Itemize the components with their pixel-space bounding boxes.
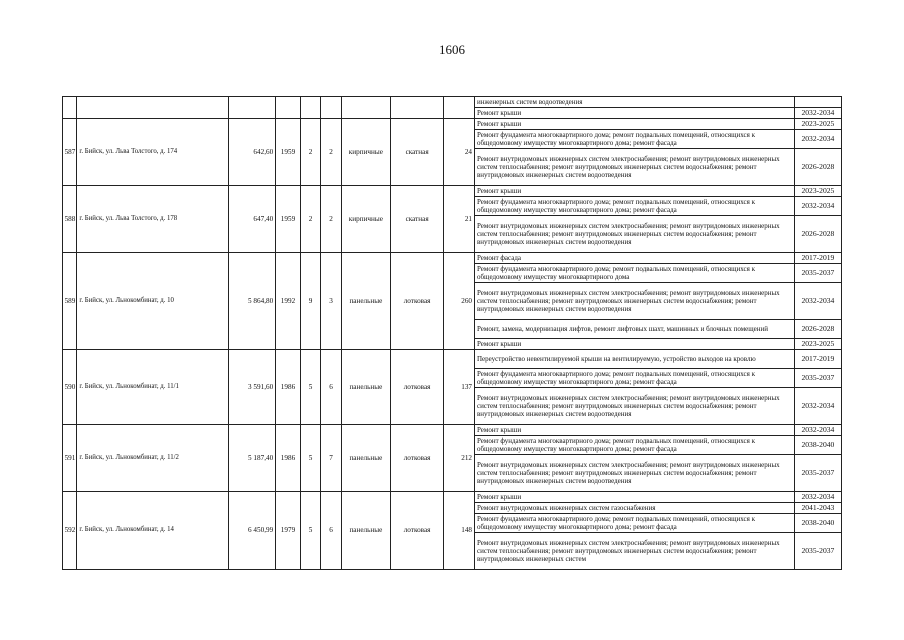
period-cell: 2032-2034	[794, 492, 841, 503]
continuation-empty-cell	[300, 97, 321, 119]
floors-count: 9	[300, 253, 321, 350]
table-row	[63, 253, 842, 264]
year-built: 1986	[276, 350, 301, 425]
period-cell: 2017-2019	[794, 253, 841, 264]
table-row	[63, 425, 842, 436]
table-row	[63, 119, 842, 130]
house-address: г. Бийск, ул. Льнокомбинат, д. 10	[77, 253, 229, 350]
page-number: 1606	[439, 42, 465, 57]
wall-material: панельные	[341, 425, 390, 492]
period-cell: 2035-2037	[794, 533, 841, 570]
wall-material: панельные	[341, 492, 390, 570]
floors-count: 5	[300, 425, 321, 492]
row-number: 592	[63, 492, 77, 570]
residents-count: 21	[444, 186, 475, 253]
residents-count: 260	[444, 253, 475, 350]
continuation-empty-cell	[341, 97, 390, 119]
period-cell: 2023-2025	[794, 186, 841, 197]
house-address: г. Бийск, ул. Льнокомбинат, д. 11/1	[77, 350, 229, 425]
period-cell: 2038-2040	[794, 436, 841, 455]
work-cell: Ремонт фасада	[475, 253, 795, 264]
work-cell: Ремонт крыши	[475, 492, 795, 503]
continuation-empty-cell	[321, 97, 342, 119]
work-cell: Ремонт крыши	[475, 108, 795, 119]
period-cell: 2023-2025	[794, 339, 841, 350]
work-cell: Ремонт фундамента многоквартирного дома; ремонт подвальных помещений, относящихся к общедомовому имуществу многоквартирного дома; ремонт фасада	[475, 197, 795, 216]
roof-type: скатная	[390, 186, 443, 253]
period-cell: 2038-2040	[794, 514, 841, 533]
total-area: 642,60	[229, 119, 276, 186]
floors-count: 5	[300, 492, 321, 570]
period-cell: 2032-2034	[794, 425, 841, 436]
entrances-count: 6	[321, 492, 342, 570]
row-number: 588	[63, 186, 77, 253]
entrances-count: 2	[321, 186, 342, 253]
residents-count: 137	[444, 350, 475, 425]
total-area: 5 864,80	[229, 253, 276, 350]
table-row	[63, 350, 842, 369]
year-built: 1959	[276, 186, 301, 253]
period-cell: 2026-2028	[794, 216, 841, 253]
period-cell: 2035-2037	[794, 264, 841, 283]
table-row	[63, 186, 842, 197]
row-number: 589	[63, 253, 77, 350]
residents-count: 148	[444, 492, 475, 570]
period-cell: 2032-2034	[794, 283, 841, 320]
work-cell: Ремонт фундамента многоквартирного дома; ремонт подвальных помещений, относящихся к общедомовому имуществу многоквартирного дома; ремонт фасада	[475, 514, 795, 533]
continuation-empty-cell	[444, 97, 475, 119]
year-built: 1979	[276, 492, 301, 570]
entrances-count: 6	[321, 350, 342, 425]
continuation-empty-cell	[276, 97, 301, 119]
total-area: 3 591,60	[229, 350, 276, 425]
work-cell: Ремонт фундамента многоквартирного дома; ремонт подвальных помещений, относящихся к общедомовому имуществу многоквартирного дома; ремонт фасада	[475, 130, 795, 149]
year-built: 1959	[276, 119, 301, 186]
period-cell: 2035-2037	[794, 369, 841, 388]
house-address: г. Бийск, ул. Льва Толстого, д. 178	[77, 186, 229, 253]
period-cell: 2026-2028	[794, 320, 841, 339]
wall-material: панельные	[341, 253, 390, 350]
work-cell: Ремонт фундамента многоквартирного дома; ремонт подвальных помещений, относящихся к общедомовому имуществу многоквартирного дома; ремонт фасада	[475, 369, 795, 388]
total-area: 5 187,40	[229, 425, 276, 492]
continuation-row	[63, 97, 842, 108]
wall-material: панельные	[341, 350, 390, 425]
work-cell: Ремонт фундамента многоквартирного дома; ремонт подвальных помещений, относящихся к общедомовому имуществу многоквартирного дома; ремонт фасада	[475, 436, 795, 455]
floors-count: 5	[300, 350, 321, 425]
entrances-count: 2	[321, 119, 342, 186]
work-cell: Ремонт внутридомовых инженерных систем электроснабжения; ремонт внутридомовых инженерных систем теплоснабжения; ремонт внутридомовых инженерных систем водоснабжения; ремонт внутридомовых инженерных систем водоотведения	[475, 216, 795, 253]
period-cell: 2032-2034	[794, 130, 841, 149]
period-cell: 2041-2043	[794, 503, 841, 514]
work-cell: Ремонт внутридомовых инженерных систем электроснабжения; ремонт внутридомовых инженерных систем теплоснабжения; ремонт внутридомовых инженерных систем водоснабжения; ремонт внутридомовых инженерных систем водоотведения	[475, 455, 795, 492]
row-number: 591	[63, 425, 77, 492]
continuation-empty-cell	[77, 97, 229, 119]
floors-count: 2	[300, 119, 321, 186]
continuation-empty-cell	[390, 97, 443, 119]
table-row	[63, 492, 842, 503]
roof-type: лотковая	[390, 425, 443, 492]
year-built: 1986	[276, 425, 301, 492]
work-cell: Ремонт крыши	[475, 339, 795, 350]
work-cell: Ремонт внутридомовых инженерных систем электроснабжения; ремонт внутридомовых инженерных систем теплоснабжения; ремонт внутридомовых инженерных систем водоснабжения; ремонт внутридомовых инженерных систем водоотведения	[475, 388, 795, 425]
period-cell: 2026-2028	[794, 149, 841, 186]
floors-count: 2	[300, 186, 321, 253]
period-cell: 2023-2025	[794, 119, 841, 130]
residents-count: 24	[444, 119, 475, 186]
wall-material: кирпичные	[341, 119, 390, 186]
period-cell: 2017-2019	[794, 350, 841, 369]
row-number: 590	[63, 350, 77, 425]
continuation-empty-cell	[63, 97, 77, 119]
work-cell: Ремонт крыши	[475, 186, 795, 197]
work-cell: Ремонт внутридомовых инженерных систем газоснабжения	[475, 503, 795, 514]
period-cell: 2032-2034	[794, 197, 841, 216]
year-built: 1992	[276, 253, 301, 350]
entrances-count: 3	[321, 253, 342, 350]
row-number: 587	[63, 119, 77, 186]
work-cell: Ремонт внутридомовых инженерных систем электроснабжения; ремонт внутридомовых инженерных систем теплоснабжения; ремонт внутридомовых инженерных систем водоснабжения; ремонт внутридомовых инженерных систем водоотведения	[475, 149, 795, 186]
period-cell: 2035-2037	[794, 455, 841, 492]
repair-program-table	[62, 96, 842, 570]
work-cell: инженерных систем водоотведения	[475, 97, 795, 108]
work-cell: Ремонт, замена, модернизация лифтов, ремонт лифтовых шахт, машинных и блочных помещений	[475, 320, 795, 339]
period-cell: 2032-2034	[794, 388, 841, 425]
roof-type: лотковая	[390, 350, 443, 425]
residents-count: 212	[444, 425, 475, 492]
roof-type: скатная	[390, 119, 443, 186]
work-cell: Ремонт фундамента многоквартирного дома; ремонт подвальных помещений, относящихся к общедомовому имуществу многоквартирного дома	[475, 264, 795, 283]
period-cell: 2032-2034	[794, 108, 841, 119]
work-cell: Ремонт внутридомовых инженерных систем электроснабжения; ремонт внутридомовых инженерных систем теплоснабжения; ремонт внутридомовых инженерных систем водоснабжения; ремонт внутридомовых инженерных систем	[475, 533, 795, 570]
roof-type: лотковая	[390, 492, 443, 570]
total-area: 647,40	[229, 186, 276, 253]
wall-material: кирпичные	[341, 186, 390, 253]
roof-type: лотковая	[390, 253, 443, 350]
work-cell: Ремонт внутридомовых инженерных систем электроснабжения; ремонт внутридомовых инженерных систем теплоснабжения; ремонт внутридомовых инженерных систем водоснабжения; ремонт внутридомовых инженерных систем водоотведения	[475, 283, 795, 320]
entrances-count: 7	[321, 425, 342, 492]
house-address: г. Бийск, ул. Льнокомбинат, д. 11/2	[77, 425, 229, 492]
house-address: г. Бийск, ул. Льнокомбинат, д. 14	[77, 492, 229, 570]
work-cell: Переустройство невентилируемой крыши на вентилируемую, устройство выходов на кровлю	[475, 350, 795, 369]
period-cell	[794, 97, 841, 108]
house-address: г. Бийск, ул. Льва Толстого, д. 174	[77, 119, 229, 186]
work-cell: Ремонт крыши	[475, 425, 795, 436]
work-cell: Ремонт крыши	[475, 119, 795, 130]
continuation-empty-cell	[229, 97, 276, 119]
total-area: 6 450,99	[229, 492, 276, 570]
